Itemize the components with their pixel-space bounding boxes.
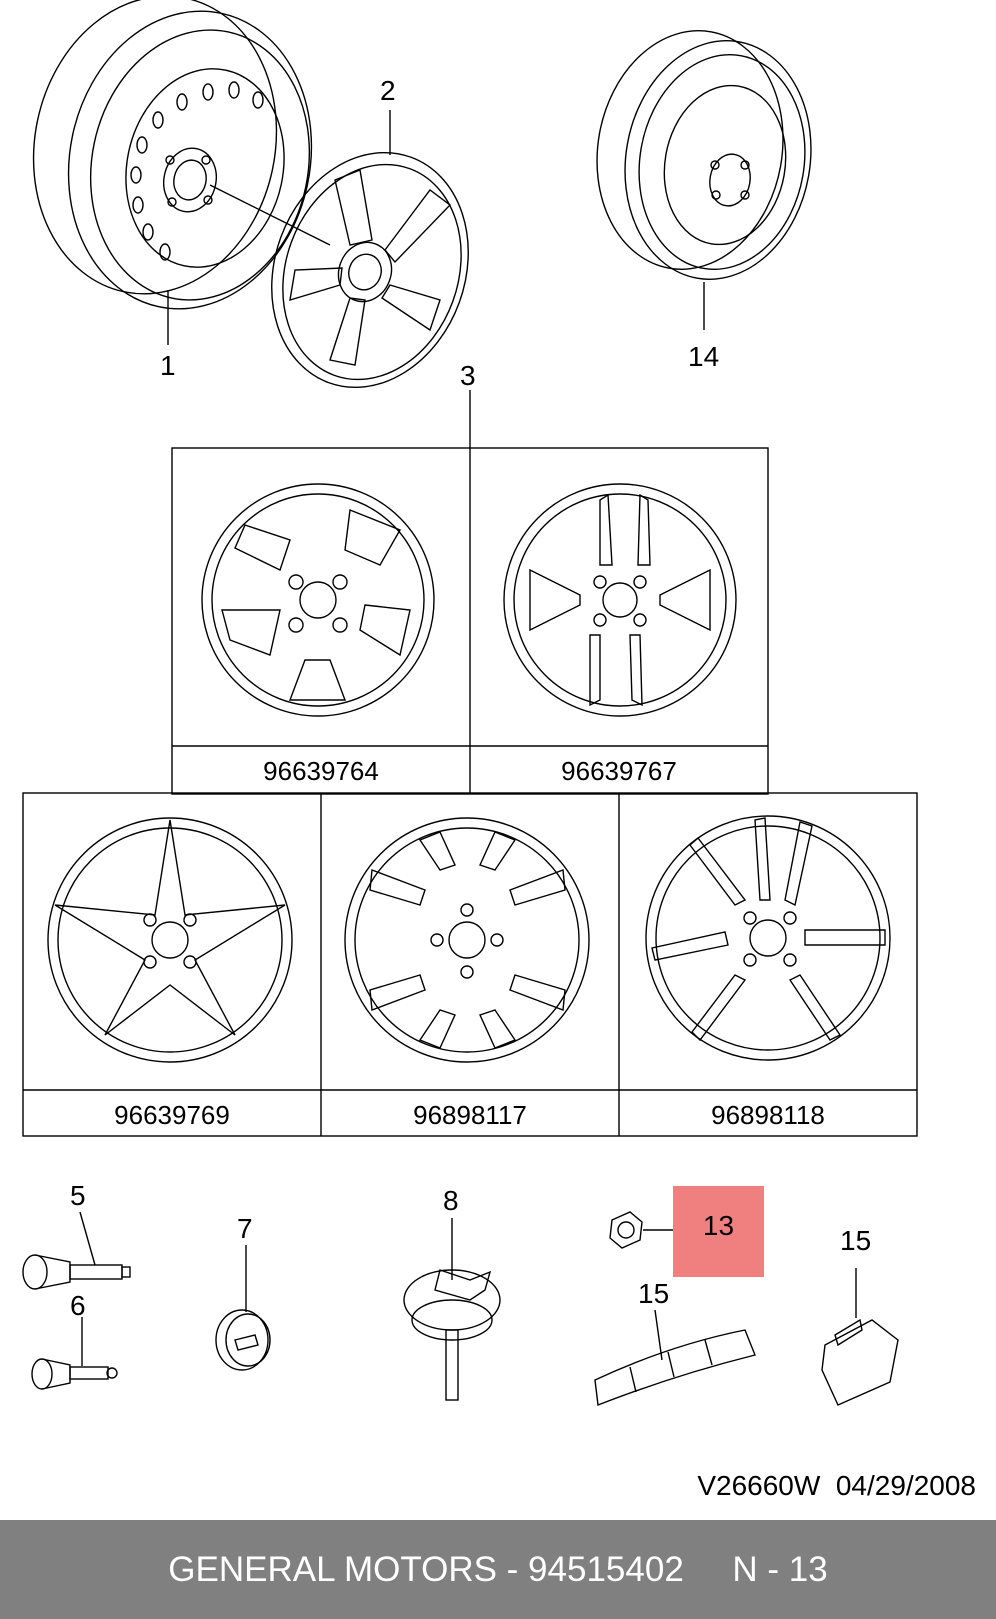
part-number-96639767: 96639767 <box>561 756 677 786</box>
wheel-nut-illustration <box>610 1212 673 1248</box>
alloy-grid-bottom <box>23 793 917 1136</box>
alloy-wheel-d <box>345 818 589 1062</box>
part-number-96639769: 96639769 <box>114 1100 230 1130</box>
diagram-code: V26660W 04/29/2008 <box>697 1470 976 1501</box>
callout-8: 8 <box>443 1185 459 1216</box>
callout-13: 13 <box>702 1210 735 1241</box>
callout-6: 6 <box>70 1290 86 1321</box>
callout-3: 3 <box>460 360 476 391</box>
balance-weight-clip-illustration <box>822 1268 898 1405</box>
footer-text: GENERAL MOTORS - 94515402 N - 13 <box>168 1550 828 1589</box>
callout-15-clip: 15 <box>840 1225 872 1256</box>
callout-1: 1 <box>160 350 176 381</box>
alloy-wheel-b <box>504 484 736 716</box>
callout-2: 2 <box>380 75 396 106</box>
part-number-96639764: 96639764 <box>263 756 379 786</box>
valve-stem-2-illustration <box>32 1317 117 1389</box>
steel-wheel-illustration <box>6 0 338 345</box>
callout-5: 5 <box>70 1180 86 1211</box>
alloy-wheel-a <box>202 484 434 716</box>
valve-stem-illustration <box>23 1212 130 1289</box>
callout-15-strip: 15 <box>638 1278 670 1309</box>
spare-wheel-bolt-illustration <box>404 1218 500 1400</box>
alloy-wheel-e <box>646 816 890 1060</box>
callout-7: 7 <box>237 1213 253 1244</box>
spare-wheel-illustration <box>579 16 830 330</box>
alloy-wheel-c <box>48 818 292 1062</box>
footer-bar <box>0 1520 996 1619</box>
callout-14: 14 <box>688 341 720 372</box>
part-number-96898117: 96898117 <box>413 1100 527 1130</box>
part-number-96898118: 96898118 <box>711 1100 825 1130</box>
balance-weight-strip-illustration <box>595 1310 755 1405</box>
center-cap-illustration <box>216 1245 270 1370</box>
